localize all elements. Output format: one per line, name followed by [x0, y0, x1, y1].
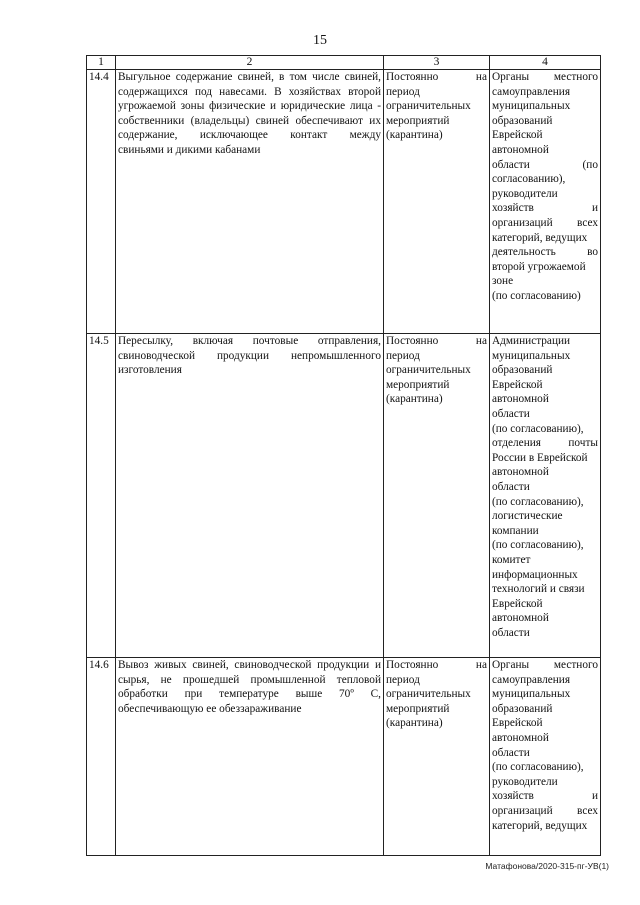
text-line: Еврейской	[492, 597, 543, 610]
text-line: (по согласованию),	[492, 761, 584, 774]
text-line: (карантина)	[386, 393, 443, 406]
text-line: деятельность во	[492, 246, 598, 259]
text-line: изготовления	[118, 364, 182, 377]
text-line: России в Еврейской	[492, 451, 588, 464]
column-header: 2	[116, 56, 384, 70]
text-line: автономной	[492, 143, 549, 156]
document-footer: Матафонова/2020-315-пг-УВ(1)	[485, 861, 609, 871]
text-line: свиноводческой продукции непромышленного	[118, 349, 381, 362]
text-line: сырья, не прошедшей промышленной тепловой	[118, 673, 381, 686]
text-line: свиньями и дикими кабанами	[118, 143, 261, 156]
text-line: Пересылку, включая почтовые отправления,	[118, 335, 381, 347]
text-line: самоуправления	[492, 85, 571, 98]
text-line: мероприятий	[386, 702, 450, 715]
text-line: ограничительных	[386, 688, 471, 701]
text-line: Еврейской	[492, 129, 543, 142]
text-line: ограничительных	[386, 100, 471, 113]
text-line: технологий и связи	[492, 583, 585, 596]
text-line: зоне	[492, 275, 514, 288]
column-header: 4	[490, 56, 601, 70]
text-line: автономной	[492, 731, 549, 744]
text-line: хозяйств и	[492, 790, 598, 803]
item-number: 14.6	[87, 658, 116, 856]
measure-description	[116, 658, 384, 856]
text-line: Органы местного	[492, 71, 598, 83]
text-line: период	[386, 349, 420, 362]
text-line: Еврейской	[492, 378, 543, 391]
text-line: автономной	[492, 612, 549, 625]
text-line: муниципальных	[492, 100, 571, 113]
text-line: информационных	[492, 568, 578, 581]
text-line: Вывоз живых свиней, свиноводческой продукции и	[118, 659, 381, 671]
text-line: содержащихся под навесами. В хозяйствах второй	[118, 85, 381, 98]
text-line: (по согласованию),	[492, 539, 584, 552]
measure-description	[116, 334, 384, 658]
text-line: автономной	[492, 393, 549, 406]
header-row	[87, 56, 601, 70]
text-line: организаций всех	[492, 804, 598, 817]
text-line: автономной	[492, 466, 549, 479]
responsible-parties	[490, 70, 601, 334]
text-line: руководители	[492, 187, 558, 200]
measures-table	[86, 55, 601, 856]
text-line: компании	[492, 524, 539, 537]
text-line: угрожаемой зоны физические и юридические лица -	[118, 100, 381, 113]
text-line: области (по	[492, 158, 598, 171]
responsible-parties	[490, 658, 601, 856]
text-line: логистические	[492, 510, 563, 523]
text-line: области	[492, 480, 530, 493]
measure-term	[384, 658, 490, 856]
text-line: период	[386, 85, 420, 98]
text-line: (по согласованию),	[492, 495, 584, 508]
text-line: ограничительных	[386, 364, 471, 377]
measure-description	[116, 70, 384, 334]
text-line: хозяйств и	[492, 202, 598, 215]
text-line: (карантина)	[386, 717, 443, 730]
text-line: комитет	[492, 553, 531, 566]
text-line: Еврейской	[492, 717, 543, 730]
text-line: обработки при температуре выше 70º С,	[118, 688, 381, 701]
page-number: 15	[313, 33, 327, 48]
item-number: 14.4	[87, 70, 116, 334]
text-line: Администрации	[492, 335, 571, 347]
text-line: организаций всех	[492, 216, 598, 229]
text-line: руководители	[492, 775, 558, 788]
text-line: муниципальных	[492, 688, 571, 701]
text-line: Постоянно на	[386, 335, 487, 347]
text-line: муниципальных	[492, 349, 571, 362]
text-line: обеспечивающую ее обеззараживание	[118, 702, 302, 715]
text-line: Постоянно на	[386, 659, 487, 671]
text-line: (карантина)	[386, 129, 443, 142]
column-header: 3	[384, 56, 490, 70]
item-number: 14.5	[87, 334, 116, 658]
text-line: самоуправления	[492, 673, 571, 686]
text-line: Выгульное содержание свиней, в том числе свиней,	[118, 71, 381, 83]
column-header: 1	[87, 56, 116, 70]
text-line: второй угрожаемой	[492, 260, 586, 273]
text-line: собственники (владельцы) свиней обеспечивают их	[118, 114, 381, 127]
text-line: период	[386, 673, 420, 686]
text-line: (по согласованию),	[492, 422, 584, 435]
text-line: образований	[492, 702, 553, 715]
text-line: категорий, ведущих	[492, 819, 588, 832]
text-line: Органы местного	[492, 659, 598, 671]
table-row	[87, 334, 601, 658]
measure-term	[384, 334, 490, 658]
text-line: области	[492, 746, 530, 759]
text-line: образований	[492, 114, 553, 127]
table-row	[87, 658, 601, 856]
text-line: содержание, исключающее контакт между	[118, 129, 381, 142]
text-line: области	[492, 407, 530, 420]
text-line: мероприятий	[386, 378, 450, 391]
text-line: категорий, ведущих	[492, 231, 588, 244]
text-line: (по согласованию)	[492, 289, 581, 302]
text-line: области	[492, 626, 530, 639]
text-line: согласованию),	[492, 173, 566, 186]
table-row	[87, 70, 601, 334]
responsible-parties	[490, 334, 601, 658]
text-line: Постоянно на	[386, 71, 487, 83]
text-line: мероприятий	[386, 114, 450, 127]
text-line: образований	[492, 364, 553, 377]
measure-term	[384, 70, 490, 334]
text-line: отделения почты	[492, 437, 598, 450]
